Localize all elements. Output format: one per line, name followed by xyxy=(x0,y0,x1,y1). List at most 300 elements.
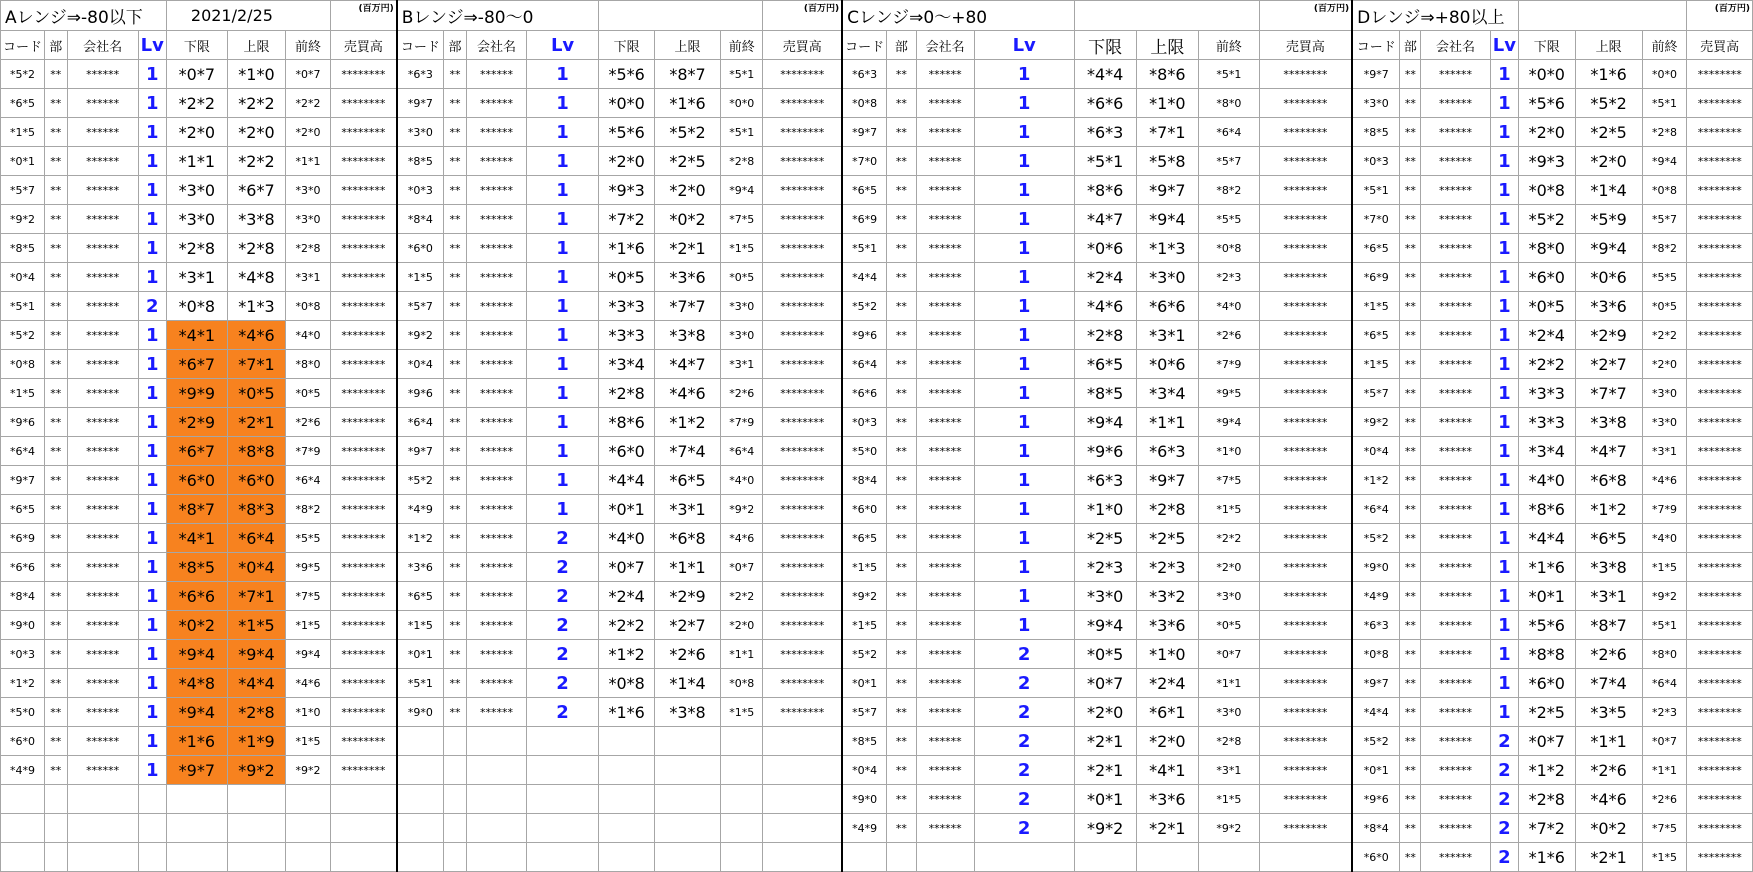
cell-sales[interactable] xyxy=(763,814,842,843)
cell-dept[interactable]: ** xyxy=(1400,234,1421,263)
header-prev[interactable]: 前終 xyxy=(721,31,763,60)
cell-low[interactable] xyxy=(599,756,655,785)
cell-low[interactable]: *6*3 xyxy=(1074,118,1136,147)
cell-dept[interactable]: ** xyxy=(887,524,916,553)
cell-sales[interactable]: ******** xyxy=(763,495,842,524)
cell-low[interactable]: *6*5 xyxy=(1074,350,1136,379)
cell-sales[interactable]: ******** xyxy=(763,89,842,118)
cell-dept[interactable]: ** xyxy=(887,814,916,843)
cell-code[interactable]: *0*1 xyxy=(397,640,444,669)
cell-lv[interactable]: 1 xyxy=(138,553,166,582)
cell-code[interactable]: *5*2 xyxy=(1352,524,1400,553)
cell-sales[interactable]: ******** xyxy=(1259,408,1352,437)
cell-low[interactable]: *8*6 xyxy=(1519,495,1576,524)
cell-dept[interactable]: ** xyxy=(1400,669,1421,698)
cell-code[interactable]: *8*5 xyxy=(1,234,45,263)
header-sales[interactable]: 売買高 xyxy=(1687,31,1753,60)
empty-cell[interactable] xyxy=(1519,1,1687,31)
cell-code[interactable]: *1*5 xyxy=(397,263,444,292)
cell-lv[interactable]: 1 xyxy=(526,379,598,408)
cell-prev[interactable]: *3*0 xyxy=(1199,698,1259,727)
cell-low[interactable]: *0*2 xyxy=(166,611,227,640)
cell-code[interactable]: *8*4 xyxy=(1352,814,1400,843)
cell-sales[interactable]: ******** xyxy=(1259,814,1352,843)
cell-sales[interactable]: ******** xyxy=(1687,495,1753,524)
cell-code[interactable]: *3*0 xyxy=(397,118,444,147)
cell-name[interactable]: ****** xyxy=(1421,640,1491,669)
cell-name[interactable]: ****** xyxy=(916,611,974,640)
cell-prev[interactable]: *4*6 xyxy=(286,669,331,698)
cell-prev[interactable]: *1*5 xyxy=(1199,785,1259,814)
cell-high[interactable]: *3*8 xyxy=(1575,408,1642,437)
cell-sales[interactable]: ******** xyxy=(763,205,842,234)
cell-lv[interactable] xyxy=(138,785,166,814)
cell-lv[interactable]: 1 xyxy=(526,292,598,321)
cell-high[interactable]: *9*7 xyxy=(1136,466,1199,495)
cell-lv[interactable] xyxy=(138,843,166,872)
cell-high[interactable]: *4*8 xyxy=(227,263,285,292)
cell-lv[interactable]: 1 xyxy=(138,350,166,379)
cell-high[interactable]: *9*2 xyxy=(227,756,285,785)
cell-lv[interactable]: 1 xyxy=(1490,553,1518,582)
cell-lv[interactable]: 2 xyxy=(1490,785,1518,814)
cell-low[interactable]: *2*8 xyxy=(166,234,227,263)
cell-lv[interactable]: 1 xyxy=(138,495,166,524)
cell-dept[interactable]: ** xyxy=(45,408,68,437)
cell-name[interactable]: ****** xyxy=(916,466,974,495)
cell-sales[interactable] xyxy=(763,727,842,756)
cell-prev[interactable]: *0*8 xyxy=(1199,234,1259,263)
sheet-date[interactable]: 2021/2/25 xyxy=(166,1,330,31)
cell-prev[interactable]: *6*4 xyxy=(1642,669,1687,698)
cell-sales[interactable]: ******** xyxy=(1687,321,1753,350)
cell-prev[interactable]: *2*6 xyxy=(721,379,763,408)
cell-prev[interactable]: *6*4 xyxy=(286,466,331,495)
cell-lv[interactable] xyxy=(138,814,166,843)
cell-lv[interactable]: 1 xyxy=(1490,176,1518,205)
cell-sales[interactable]: ******** xyxy=(763,553,842,582)
cell-code[interactable]: *6*6 xyxy=(842,379,887,408)
cell-dept[interactable] xyxy=(45,814,68,843)
cell-high[interactable]: *8*8 xyxy=(227,437,285,466)
cell-dept[interactable]: ** xyxy=(443,147,466,176)
cell-low[interactable]: *0*1 xyxy=(599,495,655,524)
cell-low[interactable]: *0*7 xyxy=(1074,669,1136,698)
cell-lv[interactable]: 1 xyxy=(138,205,166,234)
cell-dept[interactable]: ** xyxy=(887,727,916,756)
cell-prev[interactable]: *1*1 xyxy=(1199,669,1259,698)
cell-high[interactable]: *1*0 xyxy=(1136,640,1199,669)
cell-high[interactable]: *5*2 xyxy=(1575,89,1642,118)
cell-code[interactable]: *3*0 xyxy=(1352,89,1400,118)
header-lv[interactable]: Lv xyxy=(1490,31,1518,60)
cell-code[interactable]: *1*5 xyxy=(1352,350,1400,379)
cell-low[interactable]: *8*6 xyxy=(599,408,655,437)
cell-high[interactable]: *6*8 xyxy=(655,524,721,553)
cell-code[interactable]: *5*0 xyxy=(842,437,887,466)
cell-code[interactable]: *8*5 xyxy=(842,727,887,756)
cell-dept[interactable]: ** xyxy=(45,611,68,640)
cell-sales[interactable]: ******** xyxy=(1687,843,1753,872)
cell-dept[interactable]: ** xyxy=(45,118,68,147)
cell-prev[interactable]: *8*0 xyxy=(1199,89,1259,118)
cell-sales[interactable]: ******** xyxy=(1259,785,1352,814)
cell-code[interactable]: *6*3 xyxy=(842,60,887,89)
header-dept[interactable]: 部 xyxy=(887,31,916,60)
cell-name[interactable]: ****** xyxy=(467,553,527,582)
cell-name[interactable]: ****** xyxy=(67,234,138,263)
cell-dept[interactable]: ** xyxy=(443,553,466,582)
cell-name[interactable]: ****** xyxy=(67,495,138,524)
cell-prev[interactable]: *0*8 xyxy=(286,292,331,321)
cell-code[interactable]: *0*3 xyxy=(1,640,45,669)
cell-prev[interactable]: *5*1 xyxy=(721,60,763,89)
cell-sales[interactable]: ******** xyxy=(1259,292,1352,321)
header-sales[interactable]: 売買高 xyxy=(1259,31,1352,60)
cell-code[interactable]: *9*0 xyxy=(1,611,45,640)
cell-sales[interactable]: ******** xyxy=(1259,263,1352,292)
cell-name[interactable]: ****** xyxy=(916,495,974,524)
cell-dept[interactable]: ** xyxy=(887,263,916,292)
cell-lv[interactable] xyxy=(526,756,598,785)
cell-lv[interactable]: 1 xyxy=(974,234,1074,263)
cell-name[interactable]: ****** xyxy=(467,176,527,205)
cell-dept[interactable]: ** xyxy=(887,205,916,234)
cell-high[interactable] xyxy=(1136,843,1199,872)
cell-sales[interactable]: ******** xyxy=(1687,582,1753,611)
cell-lv[interactable]: 1 xyxy=(1490,524,1518,553)
cell-sales[interactable]: ******** xyxy=(763,176,842,205)
header-low[interactable]: 下限 xyxy=(1074,31,1136,60)
block-title-D[interactable]: Dレンジ⇒+80以上 xyxy=(1352,1,1518,31)
cell-high[interactable] xyxy=(227,814,285,843)
cell-sales[interactable]: ******** xyxy=(1687,698,1753,727)
cell-dept[interactable]: ** xyxy=(45,292,68,321)
cell-prev[interactable]: *5*5 xyxy=(1642,263,1687,292)
cell-dept[interactable]: ** xyxy=(443,176,466,205)
cell-lv[interactable]: 1 xyxy=(138,408,166,437)
cell-lv[interactable]: 2 xyxy=(974,756,1074,785)
cell-name[interactable]: ****** xyxy=(1421,118,1491,147)
cell-code[interactable]: *5*1 xyxy=(397,669,444,698)
cell-code[interactable]: *1*5 xyxy=(1,379,45,408)
header-lv[interactable]: Lv xyxy=(974,31,1074,60)
cell-name[interactable]: ****** xyxy=(1421,814,1491,843)
cell-code[interactable]: *5*2 xyxy=(397,466,444,495)
cell-high[interactable]: *2*6 xyxy=(1575,756,1642,785)
cell-dept[interactable]: ** xyxy=(443,495,466,524)
cell-high[interactable]: *2*0 xyxy=(227,118,285,147)
cell-low[interactable]: *1*6 xyxy=(1519,553,1576,582)
cell-lv[interactable]: 1 xyxy=(526,263,598,292)
cell-low[interactable]: *1*0 xyxy=(1074,495,1136,524)
cell-lv[interactable]: 1 xyxy=(974,611,1074,640)
cell-low[interactable]: *4*0 xyxy=(1519,466,1576,495)
cell-sales[interactable]: ******** xyxy=(1687,89,1753,118)
cell-name[interactable]: ****** xyxy=(467,524,527,553)
cell-high[interactable]: *3*4 xyxy=(1136,379,1199,408)
cell-prev[interactable]: *0*0 xyxy=(721,89,763,118)
cell-sales[interactable]: ******** xyxy=(763,698,842,727)
cell-sales[interactable]: ******** xyxy=(1259,756,1352,785)
cell-lv[interactable]: 1 xyxy=(974,408,1074,437)
cell-sales[interactable]: ******** xyxy=(1259,466,1352,495)
cell-sales[interactable]: ******** xyxy=(330,408,396,437)
cell-prev[interactable]: *3*1 xyxy=(721,350,763,379)
cell-low[interactable]: *8*7 xyxy=(166,495,227,524)
cell-code[interactable]: *1*5 xyxy=(397,611,444,640)
cell-dept[interactable]: ** xyxy=(45,379,68,408)
cell-name[interactable]: ****** xyxy=(467,321,527,350)
cell-dept[interactable]: ** xyxy=(887,553,916,582)
cell-low[interactable]: *2*0 xyxy=(599,147,655,176)
cell-name[interactable]: ****** xyxy=(916,814,974,843)
cell-dept[interactable] xyxy=(443,727,466,756)
cell-sales[interactable]: ******** xyxy=(763,611,842,640)
cell-prev[interactable]: *9*2 xyxy=(1199,814,1259,843)
cell-prev[interactable] xyxy=(1199,843,1259,872)
cell-prev[interactable]: *7*5 xyxy=(286,582,331,611)
cell-low[interactable]: *5*6 xyxy=(599,60,655,89)
cell-name[interactable]: ****** xyxy=(916,756,974,785)
cell-lv[interactable]: 2 xyxy=(974,785,1074,814)
cell-lv[interactable]: 1 xyxy=(138,582,166,611)
header-low[interactable]: 下限 xyxy=(166,31,227,60)
cell-dept[interactable]: ** xyxy=(443,640,466,669)
cell-code[interactable]: *5*1 xyxy=(1,292,45,321)
cell-low[interactable]: *4*4 xyxy=(599,466,655,495)
cell-high[interactable]: *1*4 xyxy=(655,669,721,698)
cell-code[interactable]: *1*5 xyxy=(842,553,887,582)
cell-prev[interactable]: *0*5 xyxy=(1199,611,1259,640)
cell-dept[interactable]: ** xyxy=(1400,785,1421,814)
cell-lv[interactable]: 1 xyxy=(974,350,1074,379)
cell-high[interactable]: *2*2 xyxy=(227,147,285,176)
cell-lv[interactable]: 1 xyxy=(974,437,1074,466)
cell-prev[interactable]: *4*6 xyxy=(1642,466,1687,495)
cell-prev[interactable]: *2*6 xyxy=(1642,785,1687,814)
cell-dept[interactable]: ** xyxy=(45,698,68,727)
cell-dept[interactable]: ** xyxy=(1400,60,1421,89)
cell-dept[interactable]: ** xyxy=(443,698,466,727)
cell-dept[interactable]: ** xyxy=(45,350,68,379)
cell-name[interactable]: ****** xyxy=(916,176,974,205)
cell-code[interactable]: *0*4 xyxy=(842,756,887,785)
cell-dept[interactable]: ** xyxy=(887,292,916,321)
cell-sales[interactable]: ******** xyxy=(763,379,842,408)
cell-high[interactable]: *3*1 xyxy=(1575,582,1642,611)
cell-high[interactable]: *2*2 xyxy=(227,89,285,118)
cell-high[interactable]: *5*2 xyxy=(655,118,721,147)
cell-low[interactable]: *3*0 xyxy=(166,176,227,205)
cell-high[interactable]: *7*1 xyxy=(227,350,285,379)
cell-code[interactable]: *6*5 xyxy=(1352,321,1400,350)
cell-lv[interactable] xyxy=(526,814,598,843)
cell-lv[interactable]: 1 xyxy=(1490,379,1518,408)
cell-sales[interactable] xyxy=(763,785,842,814)
cell-name[interactable]: ****** xyxy=(467,89,527,118)
cell-dept[interactable]: ** xyxy=(887,437,916,466)
cell-prev[interactable]: *2*2 xyxy=(1642,321,1687,350)
cell-prev[interactable]: *0*5 xyxy=(1642,292,1687,321)
cell-high[interactable]: *0*5 xyxy=(227,379,285,408)
cell-prev[interactable]: *0*5 xyxy=(286,379,331,408)
cell-dept[interactable]: ** xyxy=(45,640,68,669)
cell-name[interactable]: ****** xyxy=(1421,524,1491,553)
cell-dept[interactable] xyxy=(887,843,916,872)
cell-high[interactable]: *2*1 xyxy=(655,234,721,263)
cell-sales[interactable]: ******** xyxy=(1687,466,1753,495)
cell-low[interactable]: *0*6 xyxy=(1074,234,1136,263)
cell-high[interactable]: *3*1 xyxy=(655,495,721,524)
cell-dept[interactable]: ** xyxy=(443,379,466,408)
cell-prev[interactable]: *4*6 xyxy=(721,524,763,553)
cell-code[interactable]: *8*4 xyxy=(842,466,887,495)
cell-dept[interactable]: ** xyxy=(1400,582,1421,611)
cell-dept[interactable]: ** xyxy=(45,582,68,611)
cell-code[interactable]: *6*0 xyxy=(397,234,444,263)
cell-dept[interactable]: ** xyxy=(1400,495,1421,524)
cell-prev[interactable]: *7*5 xyxy=(721,205,763,234)
cell-lv[interactable]: 1 xyxy=(1490,60,1518,89)
cell-high[interactable] xyxy=(227,843,285,872)
cell-sales[interactable]: ******** xyxy=(330,495,396,524)
cell-prev[interactable] xyxy=(721,727,763,756)
cell-dept[interactable]: ** xyxy=(1400,727,1421,756)
cell-lv[interactable]: 1 xyxy=(138,524,166,553)
cell-name[interactable]: ****** xyxy=(467,495,527,524)
cell-code[interactable]: *6*0 xyxy=(842,495,887,524)
cell-name[interactable]: ****** xyxy=(67,205,138,234)
cell-code[interactable]: *7*0 xyxy=(842,147,887,176)
cell-name[interactable] xyxy=(467,814,527,843)
cell-dept[interactable]: ** xyxy=(45,60,68,89)
cell-dept[interactable]: ** xyxy=(887,495,916,524)
cell-dept[interactable]: ** xyxy=(1400,640,1421,669)
cell-name[interactable]: ****** xyxy=(1421,669,1491,698)
cell-prev[interactable] xyxy=(286,785,331,814)
cell-name[interactable]: ****** xyxy=(916,147,974,176)
cell-dept[interactable]: ** xyxy=(45,321,68,350)
cell-prev[interactable]: *0*7 xyxy=(1642,727,1687,756)
cell-dept[interactable]: ** xyxy=(443,408,466,437)
cell-name[interactable]: ****** xyxy=(467,60,527,89)
cell-high[interactable]: *0*2 xyxy=(1575,814,1642,843)
cell-sales[interactable] xyxy=(330,843,396,872)
cell-code[interactable]: *5*2 xyxy=(1,321,45,350)
cell-sales[interactable]: ******** xyxy=(1687,437,1753,466)
cell-prev[interactable]: *2*0 xyxy=(1642,350,1687,379)
cell-high[interactable]: *8*7 xyxy=(1575,611,1642,640)
cell-high[interactable] xyxy=(655,727,721,756)
cell-low[interactable] xyxy=(599,814,655,843)
cell-dept[interactable]: ** xyxy=(1400,350,1421,379)
cell-low[interactable]: *2*8 xyxy=(1074,321,1136,350)
cell-low[interactable]: *2*9 xyxy=(166,408,227,437)
cell-high[interactable]: *6*6 xyxy=(1136,292,1199,321)
cell-name[interactable]: ****** xyxy=(467,669,527,698)
cell-lv[interactable]: 2 xyxy=(974,640,1074,669)
cell-name[interactable]: ****** xyxy=(67,437,138,466)
cell-dept[interactable] xyxy=(45,843,68,872)
cell-high[interactable]: *9*7 xyxy=(1136,176,1199,205)
cell-prev[interactable]: *0*7 xyxy=(286,60,331,89)
cell-name[interactable] xyxy=(467,785,527,814)
cell-prev[interactable]: *0*7 xyxy=(721,553,763,582)
cell-low[interactable]: *6*0 xyxy=(166,466,227,495)
block-title-C[interactable]: Cレンジ⇒0～+80 xyxy=(842,1,1074,31)
header-name[interactable]: 会社名 xyxy=(67,31,138,60)
cell-name[interactable]: ****** xyxy=(1421,60,1491,89)
cell-prev[interactable]: *3*0 xyxy=(1199,582,1259,611)
cell-prev[interactable]: *9*4 xyxy=(1199,408,1259,437)
cell-prev[interactable]: *9*4 xyxy=(1642,147,1687,176)
cell-low[interactable]: *0*0 xyxy=(1519,60,1576,89)
cell-name[interactable]: ****** xyxy=(1421,582,1491,611)
cell-dept[interactable]: ** xyxy=(443,263,466,292)
cell-low[interactable]: *2*0 xyxy=(1074,698,1136,727)
cell-high[interactable]: *9*4 xyxy=(1575,234,1642,263)
cell-low[interactable]: *6*0 xyxy=(599,437,655,466)
cell-lv[interactable]: 1 xyxy=(974,292,1074,321)
cell-high[interactable]: *6*8 xyxy=(1575,466,1642,495)
cell-low[interactable]: *5*6 xyxy=(1519,611,1576,640)
cell-low[interactable]: *6*6 xyxy=(166,582,227,611)
cell-name[interactable]: ****** xyxy=(67,350,138,379)
cell-lv[interactable]: 2 xyxy=(526,582,598,611)
cell-high[interactable]: *3*8 xyxy=(655,321,721,350)
cell-low[interactable]: *6*7 xyxy=(166,350,227,379)
cell-code[interactable]: *0*1 xyxy=(1,147,45,176)
cell-sales[interactable]: ******** xyxy=(763,524,842,553)
cell-code[interactable]: *6*3 xyxy=(397,60,444,89)
cell-lv[interactable]: 1 xyxy=(138,698,166,727)
cell-high[interactable]: *4*1 xyxy=(1136,756,1199,785)
cell-prev[interactable]: *7*9 xyxy=(1642,495,1687,524)
cell-low[interactable]: *1*6 xyxy=(599,234,655,263)
cell-name[interactable]: ****** xyxy=(467,205,527,234)
cell-sales[interactable]: ******** xyxy=(1687,524,1753,553)
cell-high[interactable]: *2*1 xyxy=(1575,843,1642,872)
cell-name[interactable]: ****** xyxy=(916,205,974,234)
cell-dept[interactable]: ** xyxy=(1400,118,1421,147)
cell-prev[interactable]: *1*0 xyxy=(286,698,331,727)
cell-high[interactable]: *1*5 xyxy=(227,611,285,640)
cell-high[interactable]: *1*1 xyxy=(1136,408,1199,437)
cell-prev[interactable]: *2*2 xyxy=(721,582,763,611)
cell-high[interactable]: *3*8 xyxy=(227,205,285,234)
cell-high[interactable]: *2*0 xyxy=(655,176,721,205)
cell-high[interactable]: *4*7 xyxy=(655,350,721,379)
cell-low[interactable]: *9*9 xyxy=(166,379,227,408)
cell-name[interactable]: ****** xyxy=(916,350,974,379)
cell-sales[interactable]: ******** xyxy=(1687,785,1753,814)
cell-sales[interactable]: ******** xyxy=(1687,147,1753,176)
cell-high[interactable]: *4*6 xyxy=(1575,785,1642,814)
cell-sales[interactable]: ******** xyxy=(1687,60,1753,89)
cell-lv[interactable]: 1 xyxy=(138,263,166,292)
cell-sales[interactable]: ******** xyxy=(763,60,842,89)
cell-code[interactable]: *9*6 xyxy=(397,379,444,408)
cell-prev[interactable]: *5*1 xyxy=(1642,89,1687,118)
cell-low[interactable] xyxy=(1074,843,1136,872)
cell-name[interactable]: ****** xyxy=(1421,843,1491,872)
cell-name[interactable]: ****** xyxy=(916,727,974,756)
cell-code[interactable]: *8*5 xyxy=(1352,118,1400,147)
cell-name[interactable]: ****** xyxy=(467,611,527,640)
cell-sales[interactable]: ******** xyxy=(1687,234,1753,263)
cell-lv[interactable]: 1 xyxy=(526,118,598,147)
